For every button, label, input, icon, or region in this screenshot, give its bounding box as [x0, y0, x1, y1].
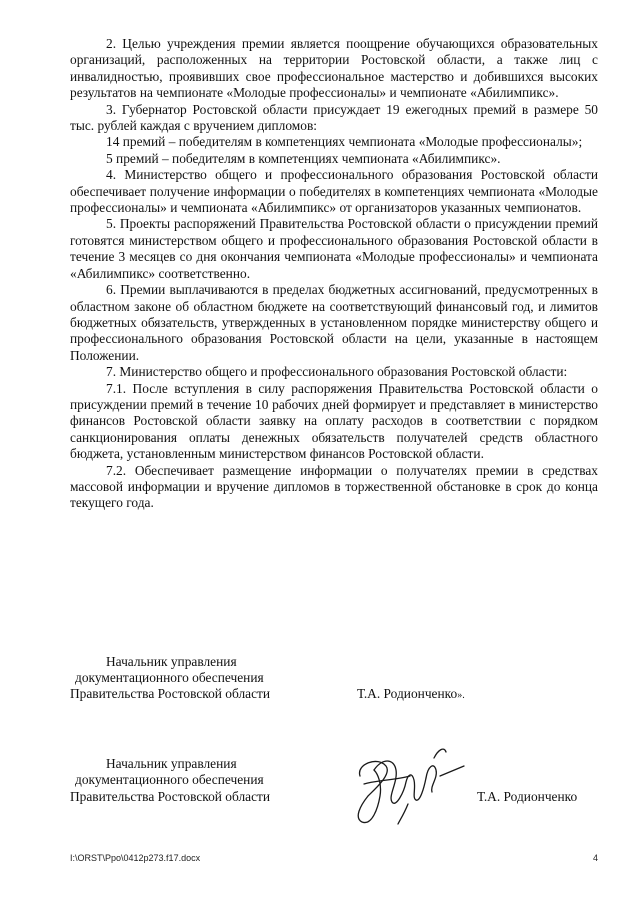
paragraph-6: 6. Премии выплачиваются в пределах бюджетных ассигнований, предусмотренных в областном законе об областном бюджете на соответствующий финансовый год, и лимитов бюджетных обязательств, утвержденных в установленном порядке министерству общего и профессионального образования Ростовской области на цели, указанные в настоящем Положении. — [70, 282, 598, 363]
sig1-title-line3: Правительства Ростовской области — [70, 686, 271, 701]
paragraph-2: 2. Целью учреждения премии является поощрение обучающихся образовательных организаций, расположенных на территории Ростовской области, а также лиц с инвалидностью, проявивших свое профессиональное мастерство и добившихся высоких результатов на чемпионате «Молодые профессионалы» и чемпионате «Абилимпикс». — [70, 36, 598, 101]
paragraph-7-2: 7.2. Обеспечивает размещение информации о получателях премии в средствах массовой информации и вручение дипломов в торжественной обстановке в срок до конца текущего года. — [70, 462, 598, 511]
paragraph-7-1: 7.1. После вступления в силу распоряжения Правительства Ростовской области о присуждении премий в течение 10 рабочих дней формирует и представляет в министерство финансов Ростовской области заявку на оплату расходов в соответствии с порядком санкционирования оплаты денежных обязательств получателей средств областного бюджета, установленным министерством финансов Ростовской области. — [70, 380, 598, 462]
sig2-title-line2: документационного обеспечения — [75, 772, 264, 787]
footer-file-path: I:\ORST\Ppo\0412p273.f17.docx — [70, 853, 201, 863]
sig1-title-line2: документационного обеспечения — [75, 670, 264, 685]
sig1-closing-mark: ». — [457, 690, 465, 701]
paragraph-4: 4. Министерство общего и профессионального образования Ростовской области обеспечивает получение информации о победителях в компетенциях чемпионата «Молодые профессионалы» и чемпионата «Абилимпикс» от организаторов указанных чемпионатов. — [70, 167, 598, 216]
paragraph-7: 7. Министерство общего и профессионального образования Ростовской области: — [106, 364, 568, 380]
handwritten-signature-icon — [338, 736, 468, 832]
paragraph-3-item-1: 14 премий – победителям в компетенциях чемпионата «Молодые профессионалы»; — [106, 134, 583, 150]
sig1-name-text: Т.А. Родионченко — [357, 686, 458, 701]
paragraph-5: 5. Проекты распоряжений Правительства Ростовской области о присуждении премий готовятся министерством общего и профессионального образования Ростовской области в течение 3 месяцев со дня окончания чемпионата «Молодые профессионалы» и чемпионата «Абилимпикс» соответственно. — [70, 216, 598, 281]
sig2-title-line3: Правительства Ростовской области — [70, 789, 271, 804]
paragraph-3-item-2: 5 премий – победителям в компетенциях чемпионата «Абилимпикс». — [106, 150, 501, 166]
page-number: 4 — [592, 853, 598, 863]
sig1-title-line1: Начальник управления — [106, 654, 237, 669]
paragraph-3: 3. Губернатор Ростовской области присуждает 19 ежегодных премий в размере 50 тыс. рублей каждая с вручением дипломов: — [70, 101, 598, 134]
sig2-title-line1: Начальник управления — [106, 756, 237, 771]
sig2-name: Т.А. Родионченко — [477, 789, 578, 804]
